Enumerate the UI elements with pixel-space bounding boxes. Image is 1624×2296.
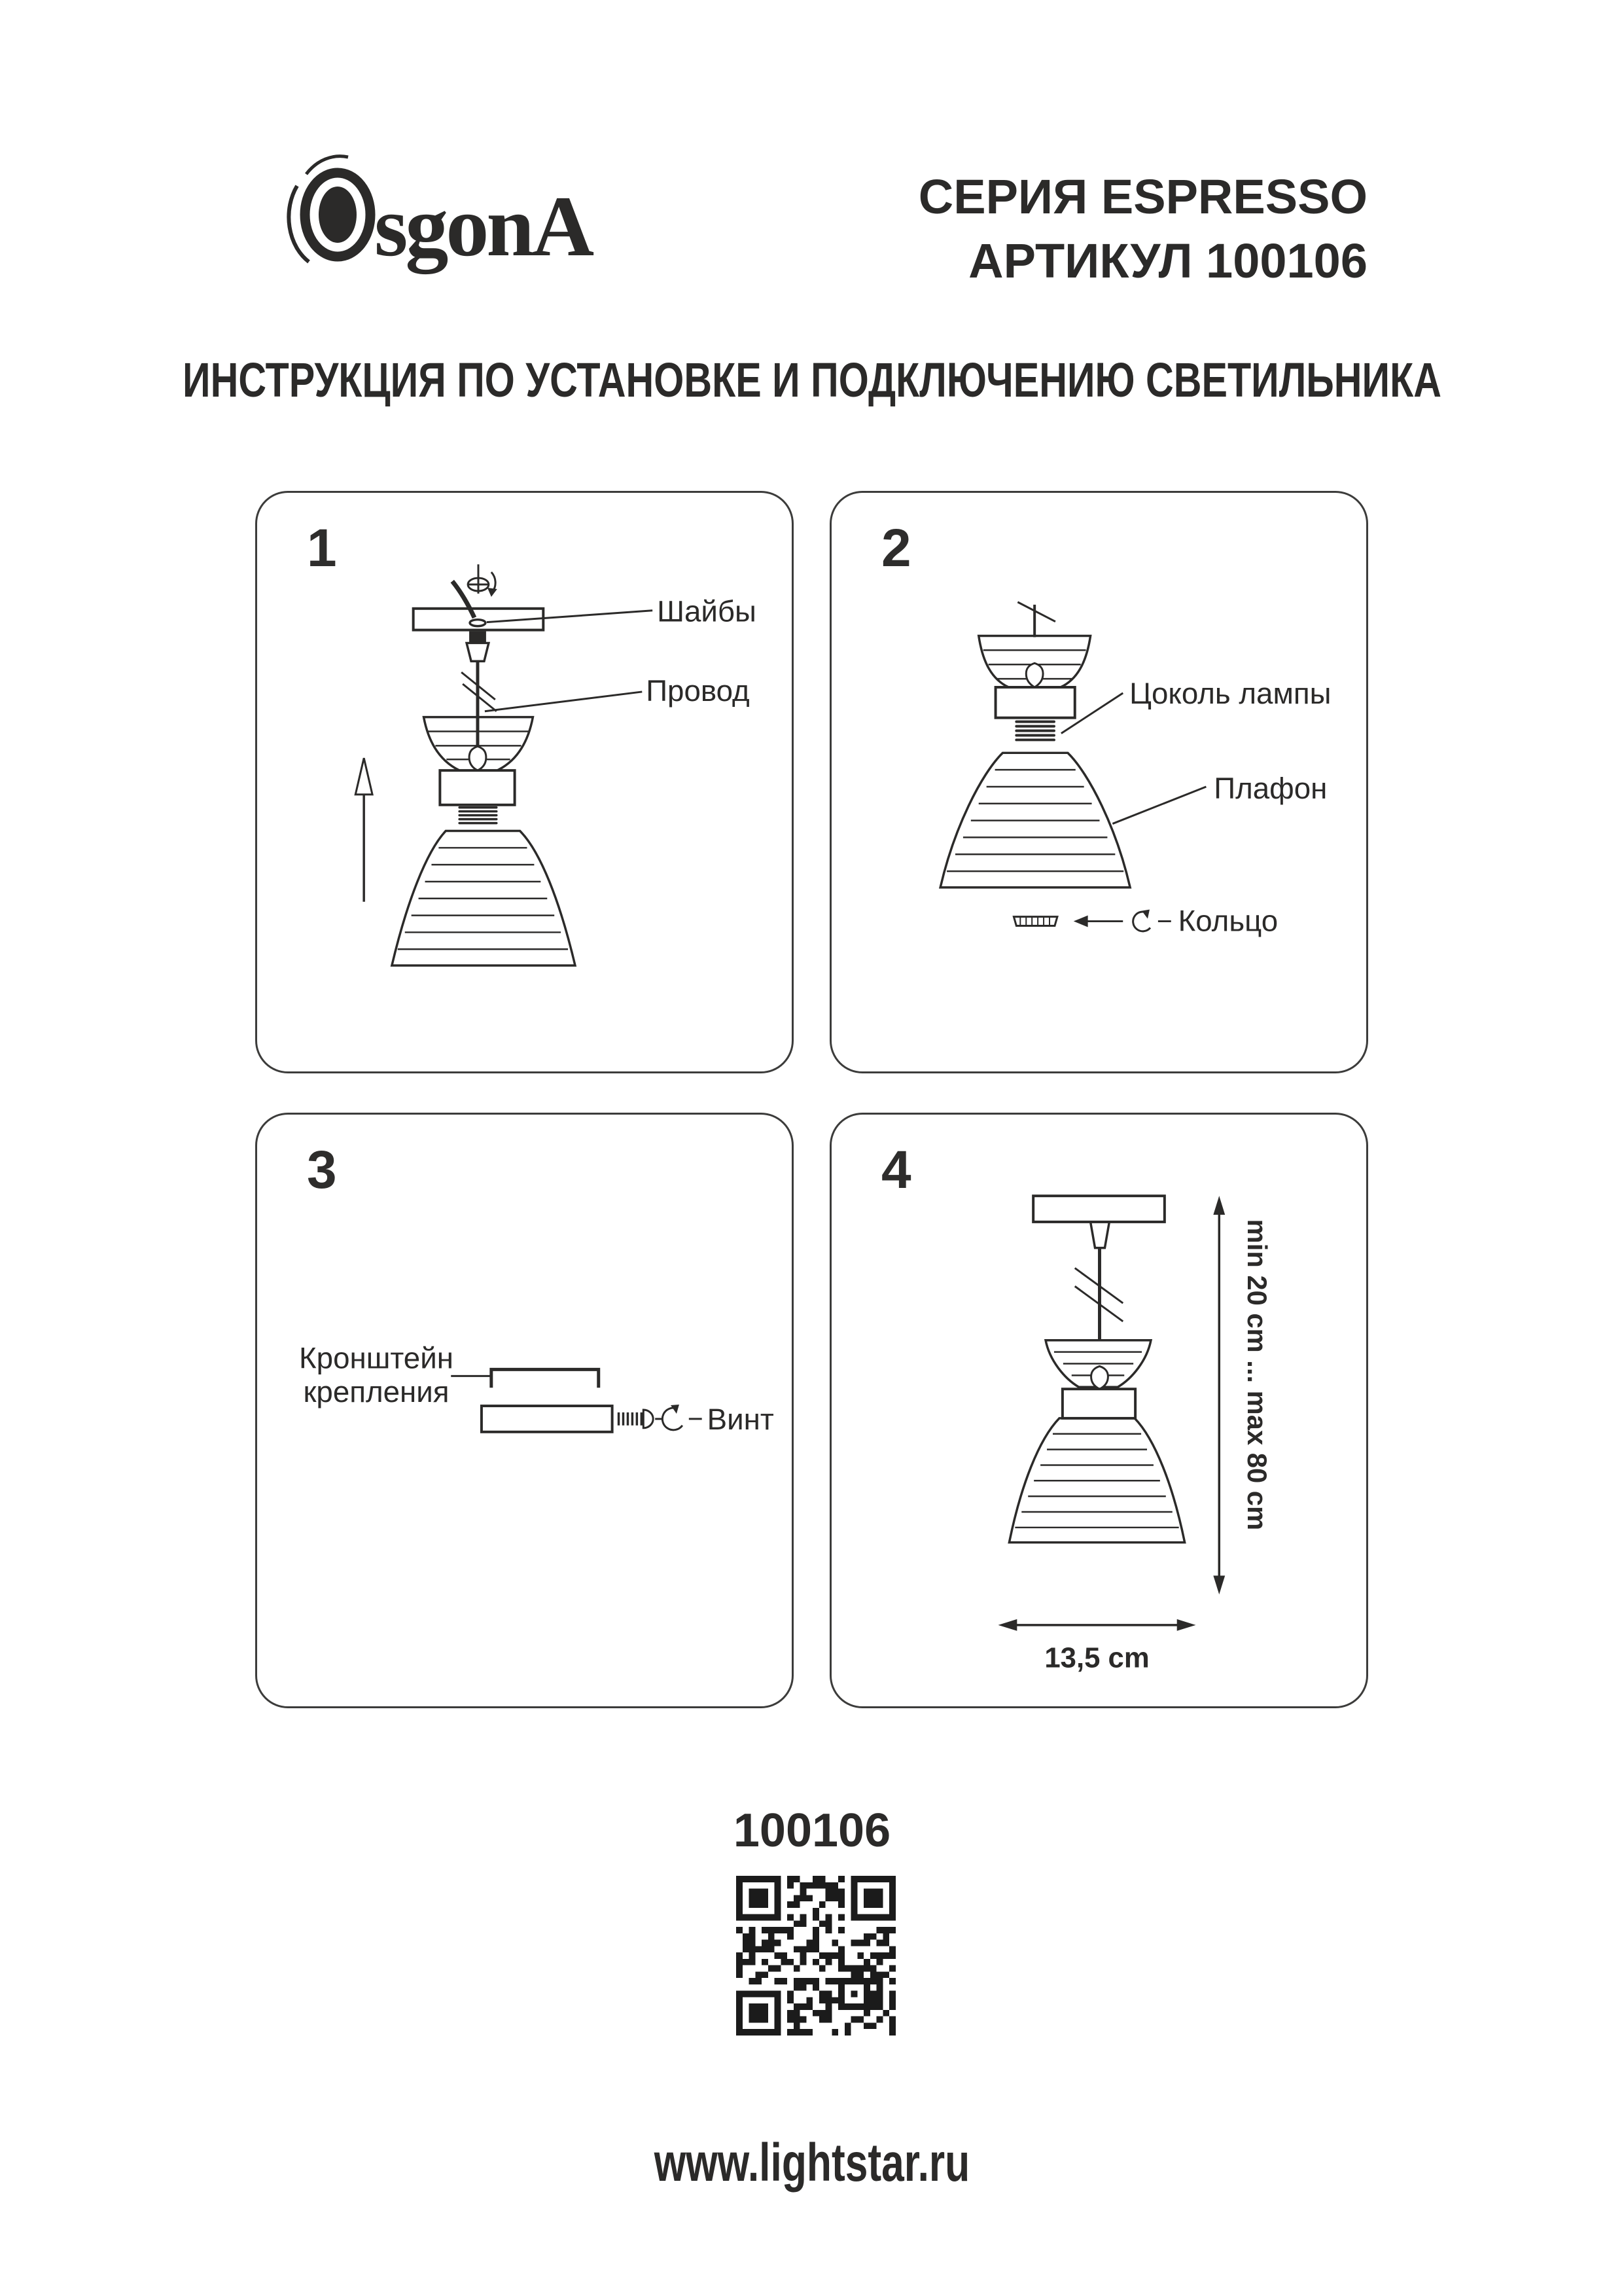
screw-icon: [468, 564, 497, 597]
bracket-bar: [482, 1406, 612, 1432]
step-1-diagram: [257, 493, 792, 1071]
retaining-ring: [1014, 917, 1057, 926]
header-product-info: [779, 165, 1368, 294]
wire-pointer-line: [485, 692, 642, 711]
mounting-bracket: [491, 1369, 599, 1388]
strain-relief: [1091, 1222, 1110, 1248]
step-number: 3: [307, 1140, 337, 1200]
label-screw: Винт: [707, 1402, 774, 1436]
article-number: 100106: [733, 1804, 891, 1857]
step-number: 1: [307, 518, 337, 578]
brand-logo-text: sgonA: [374, 178, 592, 274]
series-line: СЕРИЯ ESPRESSO: [918, 170, 1368, 224]
label-wire: Провод: [646, 673, 750, 708]
page-title: ИНСТРУКЦИЯ ПО УСТАНОВКЕ И ПОДКЛЮЧЕНИЮ СВЕТИЛЬНИКА: [183, 353, 1441, 407]
step-panel-1: [255, 491, 794, 1073]
socket-block: [996, 687, 1075, 718]
lamp-shade: [940, 753, 1130, 888]
washer-pointer-line: [487, 611, 652, 622]
lamp-shade: [392, 831, 575, 965]
label-shade: Плафон: [1214, 771, 1328, 805]
nut: [469, 632, 486, 643]
washer: [470, 620, 485, 626]
website-url: www.lightstar.ru: [654, 2133, 970, 2193]
label-height-range: min 20 cm ... max 80 cm: [1241, 1219, 1273, 1531]
spindle: [1091, 1366, 1108, 1389]
screw: [619, 1410, 654, 1428]
label-bracket-line2: крепления: [303, 1375, 450, 1409]
label-ring: Кольцо: [1178, 904, 1279, 938]
label-bracket-line1: Кронштейн: [299, 1341, 453, 1375]
step-number: 2: [881, 518, 911, 578]
rotate-arrow-icon: [662, 1405, 682, 1430]
shade-pointer-line: [1112, 787, 1206, 824]
brand-logo: [275, 145, 694, 286]
spindle: [469, 746, 486, 770]
lamp-shade: [1009, 1418, 1184, 1543]
label-width: 13,5 cm: [1044, 1641, 1150, 1674]
step-panel-2: [830, 491, 1368, 1073]
ceiling-plate: [1033, 1196, 1165, 1222]
left-arrow-icon: [1074, 916, 1123, 927]
article-line: АРТИКУЛ 100106: [968, 234, 1368, 289]
wire-line: [1017, 602, 1055, 622]
brand-o-ring-icon: [289, 156, 370, 262]
socket-thread: [459, 808, 497, 823]
socket-block: [1063, 1389, 1135, 1418]
step-2-diagram: [832, 493, 1366, 1071]
label-socket: Цоколь лампы: [1129, 676, 1332, 710]
step-4-diagram: [832, 1115, 1366, 1706]
socket-block: [440, 770, 514, 805]
rotate-arrow-icon: [1133, 910, 1150, 931]
lamp-base-thread: [1016, 722, 1054, 740]
step-panel-4: [830, 1113, 1368, 1708]
qr-code: [736, 1876, 896, 2036]
step-number: 4: [881, 1140, 911, 1200]
width-dimension-arrow: [998, 1619, 1196, 1631]
wire-line: [452, 581, 474, 618]
step-3-diagram: [257, 1115, 792, 1706]
up-arrow-icon: [355, 758, 372, 902]
spindle: [1026, 663, 1043, 687]
step-panel-3: [255, 1113, 794, 1708]
strain-relief: [467, 643, 489, 661]
brand-logo-graphic: [275, 145, 694, 286]
label-washers: Шайбы: [657, 594, 756, 628]
height-dimension-arrow: [1213, 1196, 1225, 1594]
